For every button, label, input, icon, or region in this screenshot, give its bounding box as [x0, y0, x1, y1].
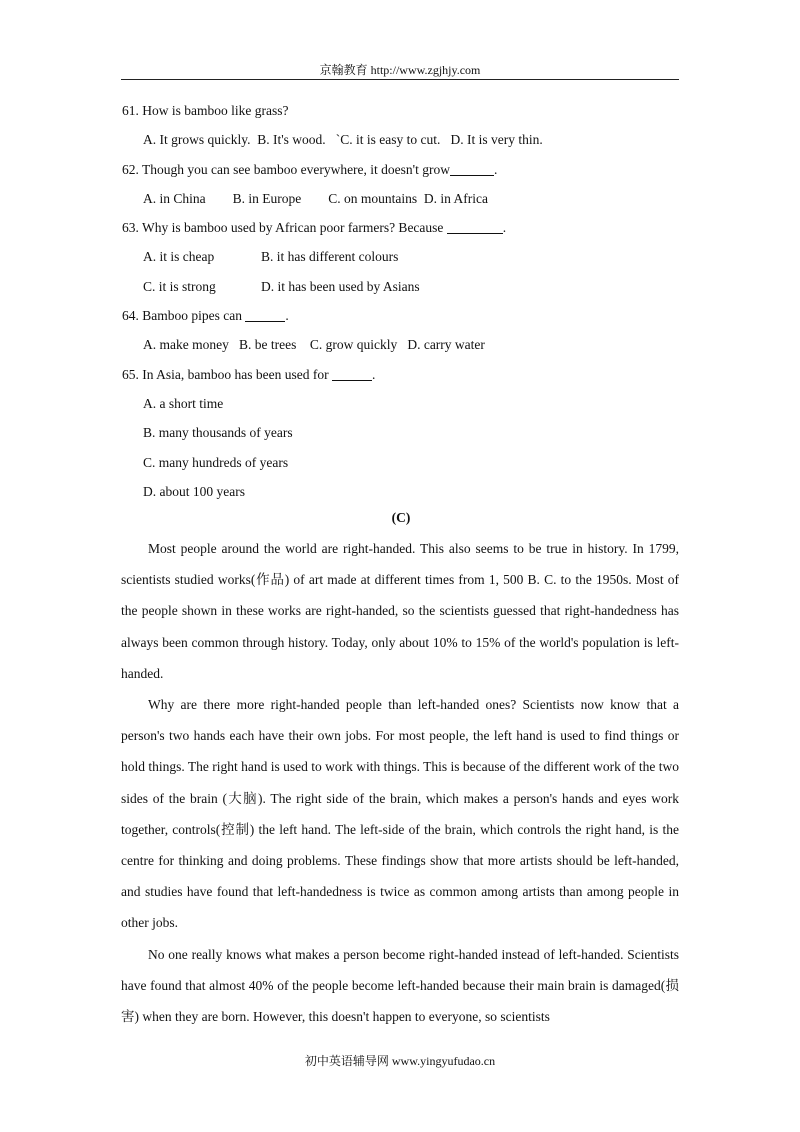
question-62-options: A. in China B. in Europe C. on mountains D. in Africa: [143, 190, 488, 206]
option-d: D. it has been used by Asians: [261, 278, 420, 294]
question-62-stem-end: .: [493, 161, 498, 177]
question-65-option-b: B. many thousands of years: [143, 425, 293, 441]
answer-blank: [450, 161, 494, 176]
answer-blank: [245, 307, 285, 322]
reading-passage: [121, 533, 679, 1032]
question-64-stem-text: 64. Bamboo pipes can: [122, 308, 246, 324]
question-64-options: A. make money B. be trees C. grow quickly D. carry water: [143, 337, 485, 353]
question-64-stem-end: .: [285, 308, 289, 324]
passage-paragraph-2: Why are there more right-handed people than left-handed ones? Scientists now know that a person's two hands each have their own jobs. For most people, the left hand is used to find things or hold things. The right hand is used to work with things. This is because of the different work of the two sides of the brain (大脑). The right side of the brain, which makes a person's hands and eyes work together, controls(控制) the left hand. The left-side of the brain, which controls the right hand, is the centre for thinking and doing problems. These findings show that more artists should be left-handed, and studies have found that left-handedness is twice as common among artists than among people in other jobs.: [121, 697, 679, 931]
passage-paragraph-3: No one really knows what makes a person become right-handed instead of left-handed. Scientists have found that almost 40% of the people become left-handed because their main brain is damaged(损害) when they are born. However, this doesn't happen to everyone, so scientists: [121, 946, 679, 1025]
question-65-stem-text: 65. In Asia, bamboo has been used for: [122, 366, 332, 382]
question-63-stem-text: 63. Why is bamboo used by African poor farmers? Because: [122, 220, 447, 236]
page-header: 京翰教育 http://www.zgjhjy.com: [319, 63, 481, 77]
question-65-option-a: A. a short time: [143, 395, 224, 411]
question-61-stem: 61. How is bamboo like grass?: [122, 103, 289, 118]
question-list: [122, 96, 682, 506]
question-65-stem-end: .: [371, 366, 376, 382]
question-63-options-row-1: [122, 242, 682, 271]
section-title: (C): [391, 510, 411, 525]
option-a: A. it is cheap: [143, 249, 215, 265]
question-63-stem: [122, 213, 682, 242]
question-65-option-d: D. about 100 years: [143, 483, 245, 499]
question-62-stem-text: 62. Though you can see bamboo everywhere, it doesn't grow: [122, 161, 450, 177]
option-b: B. it has different colours: [261, 249, 399, 265]
page-footer: 初中英语辅导网 www.yingyufudao.cn: [304, 1054, 496, 1068]
question-64-stem: [122, 301, 682, 330]
answer-blank: [332, 366, 372, 381]
question-63-stem-end: .: [502, 220, 507, 236]
question-65-option-c: C. many hundreds of years: [143, 454, 289, 470]
answer-blank: [447, 219, 503, 234]
question-65-stem: [122, 360, 682, 389]
question-62-stem: [122, 155, 682, 184]
question-61-options: A. It grows quickly. B. It's wood. `C. it is easy to cut. D. It is very thin.: [143, 132, 543, 148]
header-divider: [121, 79, 679, 80]
question-63-options-row-2: [122, 272, 682, 301]
option-c: C. it is strong: [143, 278, 216, 294]
passage-paragraph-1: Most people around the world are right-handed. This also seems to be true in history. In 1799, scientists studied works(作品) of art made at different times from 1, 500 B. C. to the 1950s. Most of the people shown in these works are right-handed, so the scientists guessed that right-handedness has always been common through history. Today, only about 10% to 15% of the world's population is left-handed.: [121, 541, 679, 681]
